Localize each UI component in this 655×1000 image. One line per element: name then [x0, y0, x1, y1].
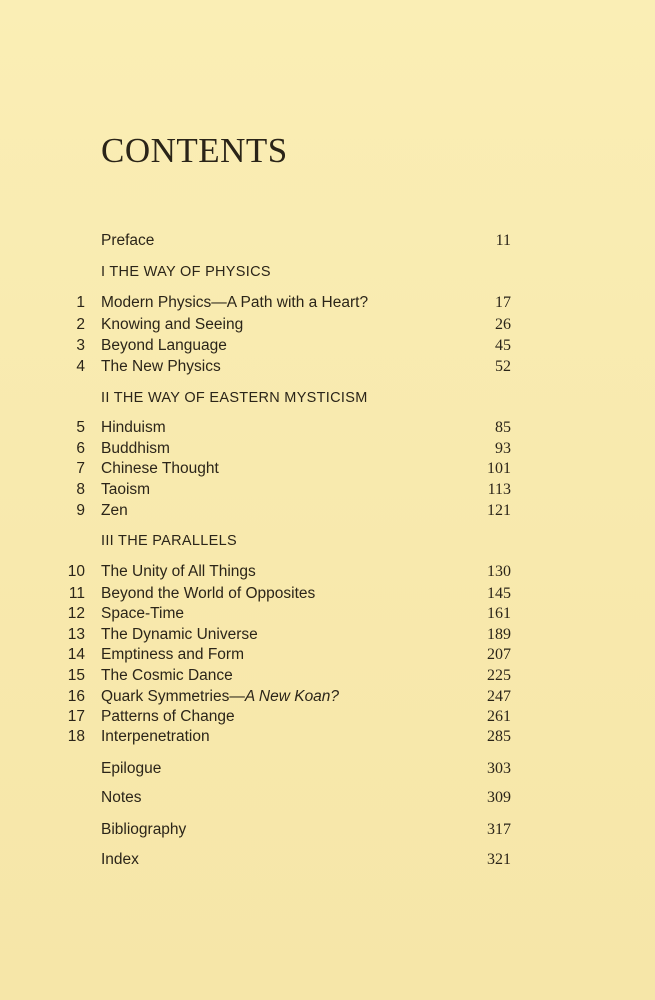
page-number: 121	[487, 502, 511, 519]
toc-entry	[0, 562, 655, 582]
page-number: 45	[495, 337, 511, 354]
entry-title: Notes	[101, 789, 142, 806]
toc-entry	[0, 336, 655, 356]
page-number: 85	[495, 419, 511, 436]
page-title: CONTENTS	[101, 131, 288, 170]
page-number: 52	[495, 358, 511, 375]
chapter-number: 14	[67, 646, 85, 663]
entry-title: Interpenetration	[101, 728, 210, 745]
entry-title: Bibliography	[101, 821, 187, 838]
entry-title: The Unity of All Things	[101, 563, 256, 580]
page-number: 303	[487, 760, 511, 777]
toc-entry	[0, 604, 655, 624]
toc-entry	[0, 645, 655, 665]
chapter-number: 1	[76, 294, 85, 311]
entry-title: Index	[101, 851, 139, 868]
page-number: 113	[487, 481, 511, 498]
toc-entry	[0, 759, 655, 779]
chapter-number: 10	[67, 563, 85, 580]
toc-entry	[0, 820, 655, 840]
entry-title: Quark Symmetries—A New Koan?	[101, 688, 340, 705]
entry-title-italic: A New Koan?	[244, 688, 340, 705]
page-number: 285	[487, 728, 511, 745]
toc-entry	[0, 850, 655, 870]
entry-title: Knowing and Seeing	[101, 316, 244, 333]
chapter-number: 16	[67, 688, 85, 705]
entry-title: Modern Physics—A Path with a Heart?	[101, 294, 369, 311]
toc-part-heading	[0, 388, 655, 408]
toc-entry	[0, 687, 655, 707]
chapter-number: 15	[67, 667, 85, 684]
page-number: 247	[487, 688, 511, 705]
chapter-number: 11	[68, 585, 85, 602]
chapter-number: 2	[76, 316, 85, 333]
page-number: 261	[487, 708, 511, 725]
page-number: 225	[487, 667, 511, 684]
entry-title: Emptiness and Form	[101, 646, 244, 663]
part-title: II THE WAY OF EASTERN MYSTICISM	[101, 390, 368, 406]
page-number: 321	[487, 851, 511, 868]
page-number: 317	[487, 821, 511, 838]
page-number: 145	[487, 585, 511, 602]
toc-entry	[0, 439, 655, 459]
chapter-number: 13	[67, 626, 85, 643]
entry-title: Beyond the World of Opposites	[101, 585, 316, 602]
chapter-number: 3	[76, 337, 85, 354]
page-number: 11	[495, 232, 511, 249]
entry-title: Epilogue	[101, 760, 162, 777]
entry-title: Taoism	[101, 481, 151, 498]
toc-entry	[0, 315, 655, 335]
page-number: 101	[487, 460, 511, 477]
toc-part-heading	[0, 531, 655, 551]
page-number: 130	[487, 563, 511, 580]
chapter-number: 18	[67, 728, 85, 745]
chapter-number: 17	[67, 708, 85, 725]
toc-entry	[0, 231, 655, 251]
part-title: III THE PARALLELS	[101, 533, 237, 549]
chapter-number: 6	[76, 440, 85, 457]
entry-title: The New Physics	[101, 358, 221, 375]
page-number: 93	[495, 440, 511, 457]
toc-entry	[0, 727, 655, 747]
page-number: 309	[487, 789, 511, 806]
toc-entry	[0, 625, 655, 645]
toc-entry	[0, 459, 655, 479]
entry-title: The Dynamic Universe	[101, 626, 258, 643]
page-number: 17	[495, 294, 511, 311]
toc-entry	[0, 357, 655, 377]
entry-title: Chinese Thought	[101, 460, 219, 477]
entry-title: Patterns of Change	[101, 708, 235, 725]
entry-title: Space-Time	[101, 605, 184, 622]
entry-title: Preface	[101, 232, 155, 249]
toc-entry	[0, 584, 655, 604]
toc-entry	[0, 418, 655, 438]
page-number: 207	[487, 646, 511, 663]
toc-entry	[0, 501, 655, 521]
page-number: 161	[487, 605, 511, 622]
entry-title: Zen	[101, 502, 128, 519]
chapter-number: 7	[76, 460, 85, 477]
entry-title: Hinduism	[101, 419, 166, 436]
chapter-number: 12	[67, 605, 85, 622]
entry-title: Buddhism	[101, 440, 170, 457]
toc-entry	[0, 480, 655, 500]
entry-title: Beyond Language	[101, 337, 227, 354]
chapter-number: 4	[76, 358, 85, 375]
page-number: 26	[495, 316, 511, 333]
chapter-number: 8	[76, 481, 85, 498]
chapter-number: 9	[76, 502, 85, 519]
toc-entry	[0, 666, 655, 686]
toc-entry	[0, 707, 655, 727]
toc-entry	[0, 788, 655, 808]
toc-part-heading	[0, 262, 655, 282]
part-title: I THE WAY OF PHYSICS	[101, 264, 271, 280]
chapter-number: 5	[76, 419, 85, 436]
toc-entry	[0, 293, 655, 313]
entry-title: The Cosmic Dance	[101, 667, 233, 684]
page-number: 189	[487, 626, 511, 643]
